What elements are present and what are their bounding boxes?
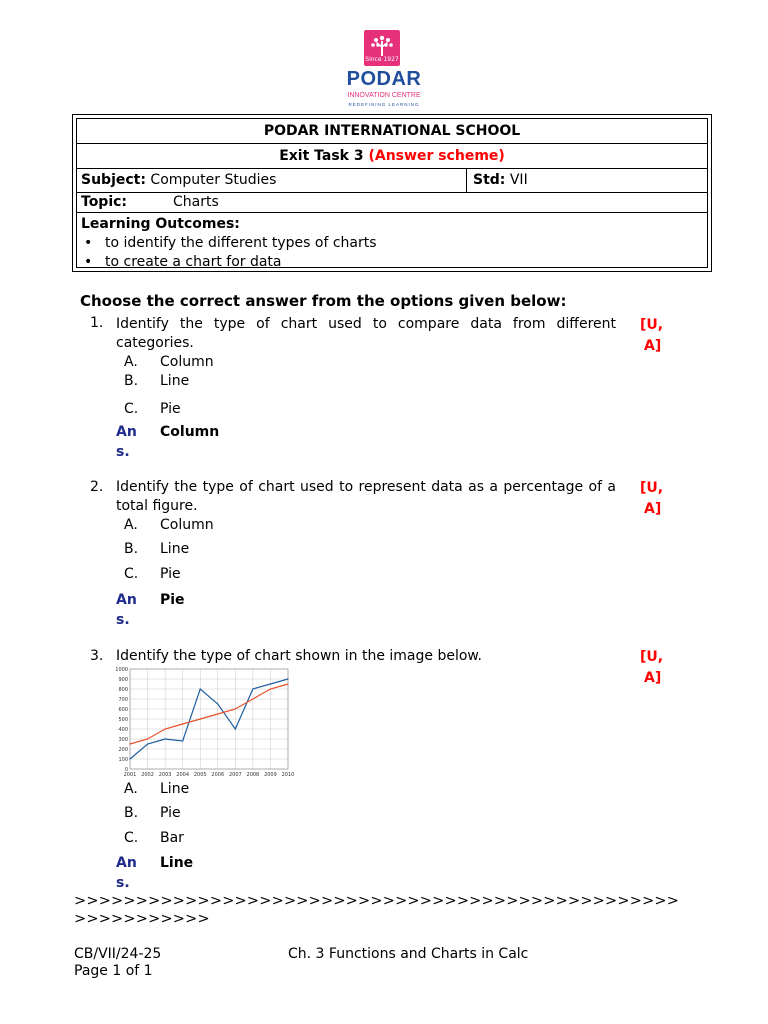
- task-note: (Answer scheme): [368, 148, 505, 164]
- outcomes-label: Learning Outcomes:: [81, 216, 240, 232]
- option-letter: A.: [124, 354, 138, 370]
- question-code: [U, A]: [640, 649, 664, 686]
- school-logo: [332, 26, 436, 110]
- x-tick-label: 2009: [264, 772, 277, 778]
- answer-value: Column: [160, 424, 220, 440]
- question-text: Identify the type of chart used to represent data as a percentage of a total figure.: [116, 479, 616, 514]
- option-letter: A.: [124, 781, 138, 797]
- x-tick-label: 2006: [211, 772, 225, 778]
- footer-page: Page 1 of 1: [74, 963, 153, 979]
- option-letter: C.: [124, 566, 139, 582]
- std-value: VII: [509, 172, 528, 188]
- option-text: Column: [160, 354, 214, 370]
- task-title: Exit Task 3: [279, 148, 364, 164]
- x-tick-label: 2008: [246, 772, 260, 778]
- option-text: Bar: [160, 830, 184, 846]
- y-tick-label: 100: [118, 756, 128, 763]
- option-letter: B.: [124, 541, 139, 557]
- data-point: [182, 740, 183, 741]
- data-point: [129, 743, 130, 744]
- y-tick-label: 0: [124, 766, 128, 773]
- x-tick-label: 2005: [193, 772, 207, 778]
- topic-value: Charts: [173, 194, 219, 210]
- logo-motto: REDEFINING LEARNING: [348, 102, 420, 107]
- question-number: 1.: [90, 315, 104, 331]
- logo-tagline: INNOVATION CENTRE: [347, 92, 421, 99]
- answer-label: An s.: [116, 424, 137, 460]
- tree-logo-icon: [364, 30, 400, 66]
- option-text: Pie: [160, 566, 181, 582]
- y-tick-label: 400: [118, 726, 128, 733]
- logo-since: Since 1927: [365, 56, 399, 63]
- data-point: [287, 683, 288, 684]
- y-tick-label: 200: [118, 746, 128, 753]
- data-point: [129, 758, 130, 759]
- std-label: Std:: [473, 172, 506, 188]
- answer-label: An s.: [116, 592, 137, 628]
- subject-value: Computer Studies: [150, 172, 277, 188]
- data-point: [270, 683, 271, 684]
- data-point: [287, 678, 288, 679]
- data-point: [147, 743, 148, 744]
- y-tick-label: 900: [118, 676, 128, 683]
- option-text: Pie: [160, 401, 181, 417]
- logo-name: PODAR: [346, 68, 422, 90]
- x-tick-label: 2004: [176, 772, 190, 778]
- option-letter: A.: [124, 517, 138, 533]
- question-text: Identify the type of chart used to compare data from different categories.: [116, 316, 616, 351]
- series-line: [130, 684, 288, 744]
- y-tick-label: 500: [118, 716, 128, 723]
- data-point: [200, 688, 201, 689]
- data-point: [252, 688, 253, 689]
- question-text: Identify the type of chart shown in the image below.: [116, 648, 483, 664]
- option-letter: C.: [124, 401, 139, 417]
- subject-label: Subject:: [81, 172, 146, 188]
- y-tick-label: 800: [118, 686, 128, 693]
- question-number: 2.: [90, 479, 104, 495]
- line-chart: [114, 665, 294, 779]
- school-name: PODAR INTERNATIONAL SCHOOL: [263, 123, 521, 139]
- option-letter: B.: [124, 373, 139, 389]
- separator-line: >>>>>>>>>>>>>>>>>>>>>>>>>>>>>>>>>>>>>>>>>>>>>>>>>: [74, 893, 680, 909]
- data-point: [235, 728, 236, 729]
- question-number: 3.: [90, 648, 104, 664]
- data-point: [270, 688, 271, 689]
- x-tick-label: 2007: [228, 772, 242, 778]
- question-code: [U, A]: [640, 480, 664, 517]
- data-point: [200, 718, 201, 719]
- option-letter: B.: [124, 805, 139, 821]
- topic-label: Topic:: [81, 194, 128, 210]
- data-point: [165, 728, 166, 729]
- x-tick-label: 2002: [141, 772, 154, 778]
- option-text: Column: [160, 517, 214, 533]
- topic-row: [77, 193, 707, 213]
- option-text: Line: [160, 541, 190, 557]
- instructions: Choose the correct answer from the options given below:: [80, 292, 567, 310]
- answer-value: Line: [160, 855, 194, 871]
- column-divider: [466, 169, 467, 192]
- option-text: Pie: [160, 805, 181, 821]
- data-point: [165, 738, 166, 739]
- data-point: [252, 698, 253, 699]
- task-row: [77, 144, 707, 169]
- x-tick-label: 2001: [123, 772, 137, 778]
- subject-row: [77, 169, 707, 193]
- outcomes-row: Learning Outcomes: • to identify the different types of charts • to create a chart for data: [81, 216, 377, 270]
- y-tick-label: 700: [118, 696, 128, 703]
- y-tick-label: 1000: [115, 666, 128, 673]
- x-tick-label: 2010: [281, 772, 294, 778]
- y-tick-label: 300: [118, 736, 128, 743]
- data-point: [217, 713, 218, 714]
- footer-code: CB/VII/24-25: [74, 946, 162, 962]
- question-code: [U, A]: [640, 317, 664, 354]
- data-point: [182, 723, 183, 724]
- x-tick-label: 2003: [158, 772, 172, 778]
- line-chart-svg: [114, 665, 294, 779]
- option-text: Line: [160, 781, 190, 797]
- school-row: [77, 119, 707, 144]
- header-table: [72, 114, 712, 272]
- data-point: [235, 708, 236, 709]
- answer-value: Pie: [160, 592, 185, 608]
- separator-line: >>>>>>>>>>>: [74, 911, 210, 927]
- data-point: [217, 703, 218, 704]
- data-point: [147, 738, 148, 739]
- answer-label: An s.: [116, 855, 137, 891]
- option-text: Line: [160, 373, 190, 389]
- option-letter: C.: [124, 830, 139, 846]
- footer-chapter: Ch. 3 Functions and Charts in Calc: [288, 946, 529, 962]
- y-tick-label: 600: [118, 706, 128, 713]
